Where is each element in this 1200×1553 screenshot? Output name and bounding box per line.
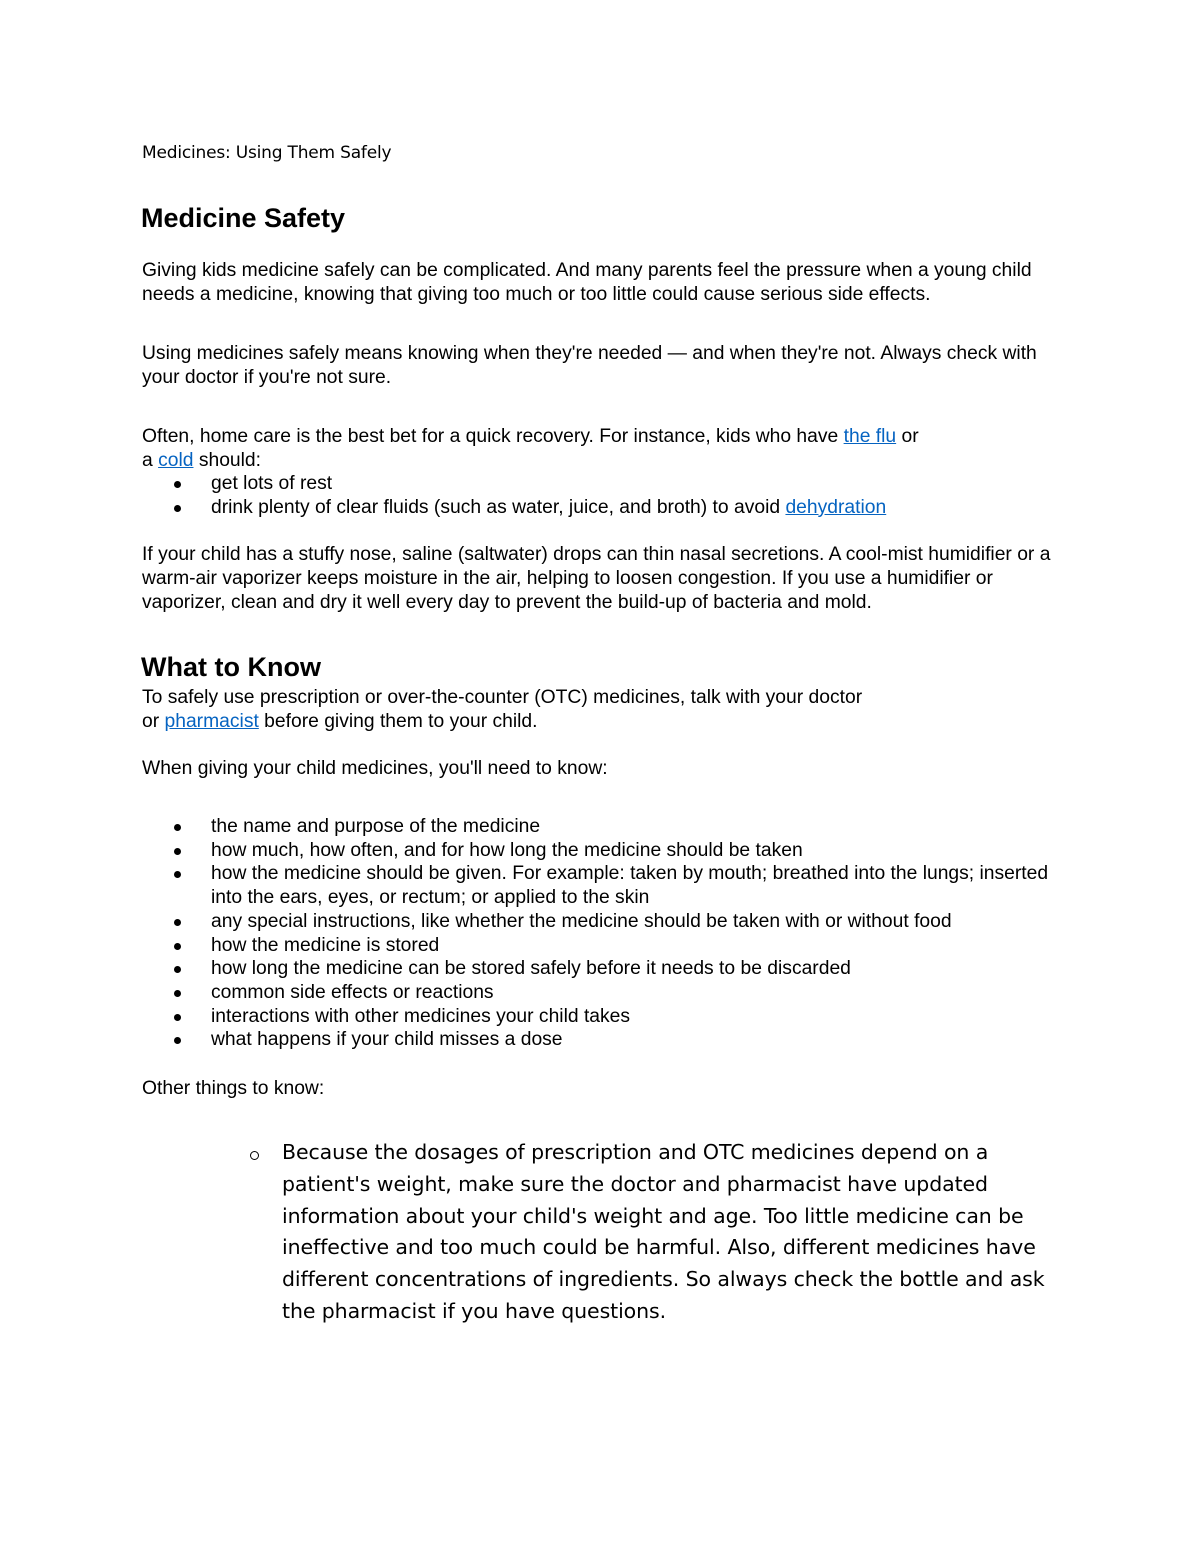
list-item-text: how long the medicine can be stored safely before it needs to be discarded — [211, 958, 851, 980]
intro-or: or — [142, 711, 165, 732]
bullet-icon — [174, 824, 181, 831]
list-item-text: Because the dosages of prescription and OTC medicines depend on a patient's weight, make sure the doctor and pharmacist have updated information about your child's weight and age. Too little medicine can be ineffective and too much could be harmful. Also, different medicines have different concentrations of ingredients. So always check the bottle and ask the pharmacist if you have questions. — [282, 1140, 1045, 1323]
link-cold[interactable]: cold — [158, 450, 194, 471]
list-item — [142, 1028, 1072, 1052]
list-item-text: the name and purpose of the medicine — [211, 816, 541, 837]
list-item — [142, 957, 1072, 981]
bullet-icon — [174, 990, 181, 997]
bullet-icon — [174, 943, 181, 950]
home-care-list — [142, 472, 1072, 519]
document-title: Medicines: Using Them Safely — [142, 143, 392, 163]
bullet-icon — [174, 966, 181, 973]
link-pharmacist[interactable]: pharmacist — [164, 711, 259, 732]
intro-after: before giving them to your child. — [258, 711, 538, 732]
other-things-list — [244, 1137, 1064, 1328]
heading-medicine-safety: Medicine Safety — [141, 203, 346, 233]
home-care-or: or — [896, 426, 919, 447]
home-care-a: a — [142, 450, 159, 471]
bullet-icon — [174, 919, 181, 926]
list-item-text: interactions with other medicines your child takes — [211, 1005, 631, 1027]
bullet-icon — [174, 1037, 181, 1044]
heading-what-to-know: What to Know — [141, 652, 321, 682]
home-care-text: Often, home care is the best bet for a quick recovery. For instance, kids who have — [142, 426, 844, 447]
list-item-text: common side effects or reactions — [211, 981, 494, 1003]
list-item — [142, 472, 1072, 496]
paragraph-intro: Giving kids medicine safely can be complicated. And many parents feel the pressure when a young child needs a medicine, knowing that giving too much or too little could cause serious side effects. — [142, 260, 1032, 305]
list-item — [142, 496, 1072, 520]
intro-line: To safely use prescription or over-the-counter (OTC) medicines, talk with your doctor — [142, 687, 863, 708]
list-item-text: how the medicine is stored — [211, 934, 440, 956]
list-item — [142, 815, 1072, 839]
list-item-text: how much, how often, and for how long the medicine should be taken — [211, 839, 803, 861]
bullet-icon — [174, 481, 181, 488]
paragraph-other-intro: Other things to know: — [142, 1078, 325, 1099]
list-item — [142, 839, 1072, 863]
hollow-bullet-icon — [250, 1151, 259, 1160]
paragraph-using-safely: Using medicines safely means knowing when they're needed — and when they're not. Always check with your doctor if you're not sure. — [142, 343, 1037, 388]
list-item — [142, 1005, 1072, 1029]
list-item-text: how the medicine should be given. For example: taken by mouth; breathed into the lungs; inserted into the ears, eyes, or rectum; or applied to the skin — [211, 863, 1049, 909]
need-to-know-list — [142, 815, 1072, 1052]
list-item — [142, 981, 1072, 1005]
list-item — [142, 934, 1072, 958]
bullet-icon — [174, 848, 181, 855]
paragraph-what-to-know-intro — [142, 686, 1072, 734]
list-item-text: any special instructions, like whether the medicine should be taken with or without food — [211, 910, 952, 932]
bullet-icon — [174, 871, 181, 878]
bullet-icon — [174, 1014, 181, 1021]
home-care-should: should: — [193, 450, 262, 471]
link-dehydration[interactable]: dehydration — [785, 496, 887, 518]
paragraph-stuffy-nose: If your child has a stuffy nose, saline (saltwater) drops can thin nasal secretions. A cool-mist humidifier or a warm-air vaporizer keeps moisture in the air, helping to loosen congestion. If you use a humidifier or vaporizer, clean and dry it well every day to prevent the build-up of bacteria and mold. — [142, 544, 1051, 613]
bullet-icon — [174, 505, 181, 512]
paragraph-need-to-know-intro: When giving your child medicines, you'll need to know: — [142, 758, 608, 779]
list-item-text: what happens if your child misses a dose — [211, 1029, 563, 1051]
list-item — [142, 910, 1072, 934]
list-item-text: drink plenty of clear fluids (such as water, juice, and broth) to avoid — [211, 496, 786, 518]
list-item — [142, 862, 1072, 909]
list-item — [244, 1137, 1064, 1328]
link-the-flu[interactable]: the flu — [843, 426, 897, 447]
list-item-text: get lots of rest — [211, 473, 333, 494]
paragraph-home-care — [142, 425, 1072, 473]
